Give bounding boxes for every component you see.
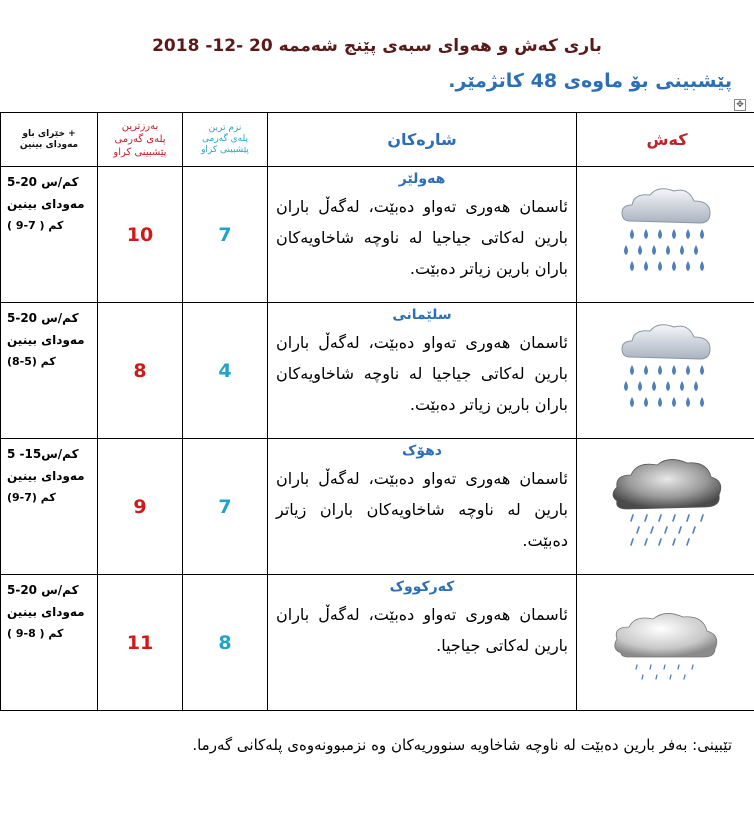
city-description: ئاسمان هەوری تەواو دەبێت، لەگەڵ باران بارین لەکاتی جیاجیا لە ناوچە شاخاویەکان باران بارین زیاتر دەبێت.: [276, 333, 568, 414]
wind-visibility-cell: [1, 439, 98, 575]
max-temp-cell: 9: [98, 439, 183, 575]
weather-icon-cell: [577, 575, 754, 711]
city-name: سلێمانی: [392, 307, 452, 323]
wind-speed: 5 -15کم/س: [7, 447, 79, 461]
wind-speed: 5-20 کم/س: [7, 583, 79, 597]
max-temp-cell: 8: [98, 303, 183, 439]
table-move-handle-icon[interactable]: ✥: [734, 99, 746, 111]
wind-visibility-cell: [1, 303, 98, 439]
visibility-range: ( 9-7 ) کم: [7, 219, 64, 232]
table-row: [1, 575, 754, 711]
header-max-line2: پلەی گەرمی: [114, 134, 166, 145]
table-row: [1, 167, 754, 303]
weather-icon-cell: [577, 303, 754, 439]
wind-visibility-cell: [1, 167, 98, 303]
table-row: [1, 303, 754, 439]
min-temp-cell: 7: [183, 167, 268, 303]
rain-cloud-icon: [612, 319, 722, 419]
table-header-row: [1, 113, 754, 167]
min-temp-cell: 4: [183, 303, 268, 439]
visibility-label: مەودای بینین: [7, 605, 85, 619]
weather-icon-cell: [577, 439, 754, 575]
page-subtitle: پێشبینی بۆ ماوەی 48 کاتژمێر.: [448, 70, 732, 92]
city-description: ئاسمان هەوری تەواو دەبێت، لەگەڵ باران بارین لە ناوچە شاخاویەکان باران زیاتر دەبێت.: [276, 469, 568, 550]
header-min-line2: پلەی گەرمی: [202, 134, 248, 144]
visibility-range: (9-7) کم: [7, 491, 56, 504]
wind-visibility-cell: [1, 575, 98, 711]
light-rain-cloud-icon: [607, 591, 727, 691]
page-title: باری کەش و هەوای سبەی پێنج شەممە 20 -12- 2018: [152, 36, 602, 56]
city-cell: [268, 575, 577, 711]
city-cell: [268, 167, 577, 303]
header-max-line1: بەرزترین: [121, 121, 159, 132]
wind-speed: 5-20 کم/س: [7, 311, 79, 325]
visibility-range: (8-5) کم: [7, 355, 56, 368]
header-min-line3: پێشبینی کراو: [201, 145, 249, 155]
header-max-line3: پێشبینی کراو: [113, 147, 167, 158]
max-temp-cell: 11: [98, 575, 183, 711]
min-temp-cell: 8: [183, 575, 268, 711]
dark-rain-cloud-icon: [607, 455, 727, 555]
city-cell: [268, 303, 577, 439]
max-temp-cell: 10: [98, 167, 183, 303]
city-name: هەولێر: [398, 171, 446, 187]
header-wind-line2: مەودای بینین: [19, 139, 79, 150]
city-name: دهۆک: [401, 443, 442, 459]
header-min-line1: نزم ترین: [208, 123, 242, 133]
rain-cloud-icon: [612, 183, 722, 283]
visibility-range: ( 9-8 ) کم: [7, 627, 64, 640]
city-description: ئاسمان هەوری تەواو دەبێت، لەگەڵ باران بارین لەکاتی جیاجیا لە ناوچە شاخاویەکان باران بارین زیاتر دەبێت.: [276, 197, 568, 278]
wind-speed: 5-20 کم/س: [7, 175, 79, 189]
header-cities: شارەکان: [268, 113, 577, 167]
visibility-label: مەودای بینین: [7, 469, 85, 483]
header-wind-visibility: [1, 113, 98, 167]
header-max-temp: [98, 113, 183, 167]
visibility-label: مەودای بینین: [7, 333, 85, 347]
forecast-table: [0, 112, 754, 711]
visibility-label: مەودای بینین: [7, 197, 85, 211]
city-description: ئاسمان هەوری تەواو دەبێت، لەگەڵ باران بارین لەکاتی جیاجیا.: [276, 605, 568, 655]
city-cell: [268, 439, 577, 575]
city-name: کەرکووک: [389, 579, 455, 595]
header-wind-line1: خێرای باو +: [22, 128, 76, 139]
weather-icon-cell: [577, 167, 754, 303]
header-weather: کەش: [577, 113, 754, 167]
min-temp-cell: 7: [183, 439, 268, 575]
footer-note: تێبینی: بەفر بارین دەبێت لە ناوچە شاخاویە سنووریەکان وە نزمبوونەوەی پلەکانی گەرما.: [192, 736, 732, 754]
header-min-temp: [183, 113, 268, 167]
table-row: [1, 439, 754, 575]
